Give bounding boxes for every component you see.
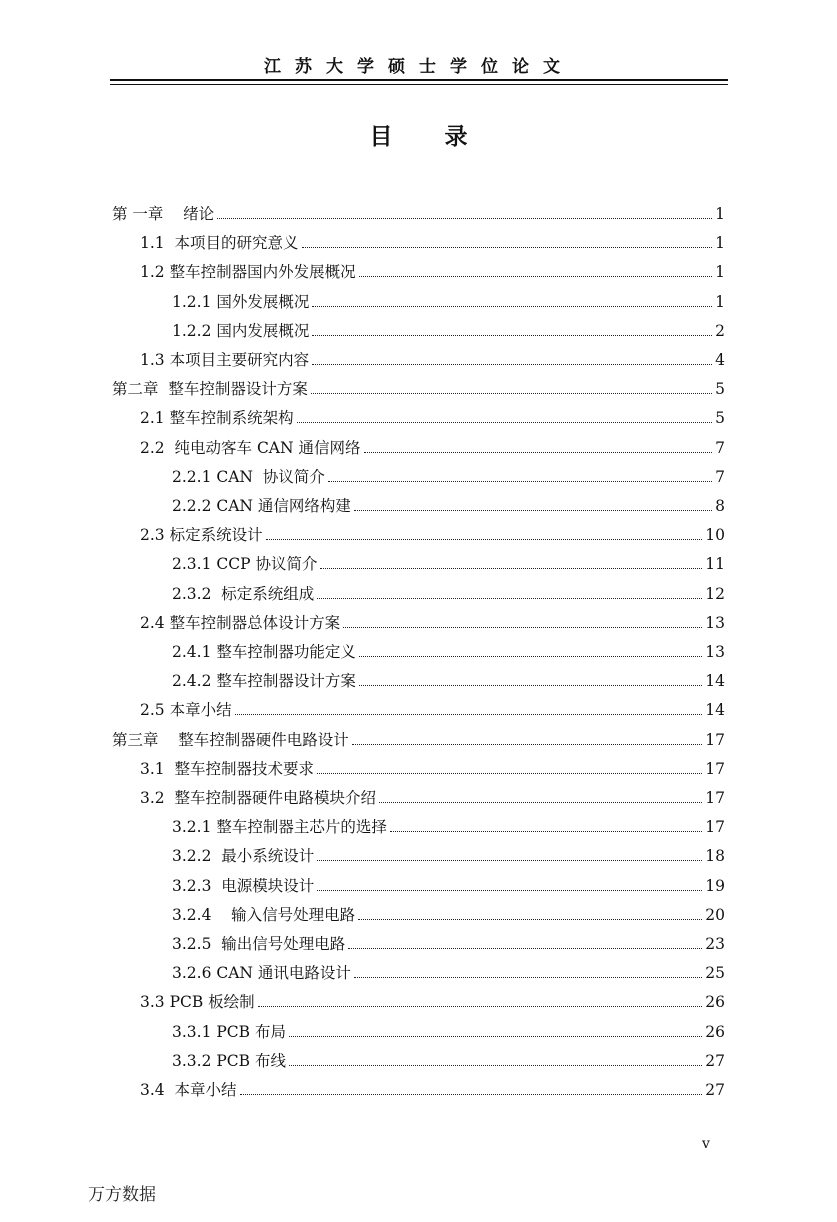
toc-entry-title: 输入信号处理电路 xyxy=(231,905,356,924)
toc-entry[interactable] xyxy=(172,955,725,984)
toc-entry-page: 20 xyxy=(705,905,725,924)
toc-leader-dots xyxy=(312,335,712,336)
toc-leader-dots xyxy=(317,890,702,891)
toc-entry[interactable] xyxy=(172,634,725,663)
toc-entry-title: CAN 协议简介 xyxy=(216,467,325,486)
toc-entry-title: 整车控制器功能定义 xyxy=(216,643,356,661)
toc-leader-dots xyxy=(312,306,712,307)
toc-entry-number: 1.3 xyxy=(140,351,170,369)
toc-entry-title: 整车控制器设计方案 xyxy=(168,380,308,399)
toc-entry-page: 4 xyxy=(715,351,725,369)
toc-leader-dots xyxy=(359,656,702,657)
toc-entry-number: 3.3.2 xyxy=(172,1051,217,1070)
toc-entry[interactable] xyxy=(140,430,725,459)
toc-entry-page: 26 xyxy=(705,993,725,1012)
toc-leader-dots xyxy=(343,627,702,628)
toc-entry[interactable] xyxy=(112,722,725,751)
toc-entry-page: 7 xyxy=(715,438,725,457)
toc-entry-page: 25 xyxy=(705,964,725,983)
toc-entry-page: 17 xyxy=(705,730,725,749)
toc-entry-page: 12 xyxy=(705,584,725,603)
toc-entry-number: 3.2.3 xyxy=(172,876,222,895)
toc-leader-dots xyxy=(328,481,712,482)
toc-entry[interactable] xyxy=(172,488,725,517)
toc-entry-page: 10 xyxy=(705,526,725,545)
toc-entry-title: PCB 布线 xyxy=(216,1051,286,1070)
toc-entry-title: 标定系统设计 xyxy=(169,526,263,545)
toc-entry-number: 3.3 xyxy=(140,993,170,1012)
toc-entry[interactable] xyxy=(140,400,725,429)
toc-entry-number: 2.2 xyxy=(140,438,175,457)
toc-entry[interactable] xyxy=(172,284,725,313)
toc-entry-page: 19 xyxy=(705,876,725,895)
toc-entry-page: 17 xyxy=(705,759,725,778)
toc-entry-number: 2.4.2 xyxy=(172,672,217,691)
toc-entry-title: 本章小结 xyxy=(169,701,232,720)
toc-entry[interactable] xyxy=(172,1043,725,1072)
toc-entry-page: 26 xyxy=(705,1022,725,1041)
toc-entry-page: 7 xyxy=(715,467,725,486)
toc-entry-number: 第 一章 xyxy=(112,205,184,223)
toc-entry-title: 整车控制器硬件电路设计 xyxy=(178,730,349,749)
toc-entry[interactable] xyxy=(112,371,725,400)
toc-entry-number: 3.2 xyxy=(140,789,175,807)
toc-entry-page: 27 xyxy=(705,1081,725,1099)
toc-entry-title: 本项目的研究意义 xyxy=(174,234,299,253)
toc-entry[interactable] xyxy=(140,225,725,254)
toc-entry-title: CAN 通信网络构建 xyxy=(216,497,351,515)
toc-leader-dots xyxy=(302,247,712,248)
toc-entry-title: 电源模块设计 xyxy=(221,876,315,895)
toc-entry-number: 1.2 xyxy=(140,263,170,282)
toc-entry-number: 1.1 xyxy=(140,234,175,253)
toc-entry[interactable] xyxy=(172,926,725,955)
toc-entry-page: 23 xyxy=(705,935,725,953)
toc-entry[interactable] xyxy=(172,868,725,897)
toc-entry-page: 8 xyxy=(715,497,725,515)
toc-leader-dots xyxy=(317,773,702,774)
toc-leader-dots xyxy=(320,568,702,569)
toc-entry-title: 本项目主要研究内容 xyxy=(169,351,310,369)
toc-entry-number: 3.2.5 xyxy=(172,935,222,953)
toc-entry-page: 1 xyxy=(715,292,725,311)
toc-entry-number: 2.4.1 xyxy=(172,643,217,661)
toc-leader-dots xyxy=(359,276,712,277)
toc-entry-title: PCB 布局 xyxy=(216,1022,286,1041)
page-title: 目 录 xyxy=(369,123,490,150)
toc-entry-number: 3.2.6 xyxy=(172,964,217,983)
toc-leader-dots xyxy=(317,598,702,599)
toc-leader-dots xyxy=(354,510,712,511)
toc-entry-number: 3.4 xyxy=(140,1081,175,1099)
toc-entry[interactable] xyxy=(140,605,725,634)
toc-entry-number: 3.2.4 xyxy=(172,905,232,924)
toc-entry[interactable] xyxy=(140,342,725,371)
toc-entry-number: 第二章 xyxy=(112,380,169,399)
toc-entry[interactable] xyxy=(140,984,725,1013)
toc-entry-number: 2.2.1 xyxy=(172,467,217,486)
toc-leader-dots xyxy=(289,1036,702,1037)
toc-leader-dots xyxy=(359,685,702,686)
toc-leader-dots xyxy=(358,919,702,920)
toc-entry-title: CCP 协议简介 xyxy=(216,555,318,574)
toc-entry-number: 1.2.1 xyxy=(172,292,217,311)
toc-entry-page: 14 xyxy=(705,701,725,720)
toc-entry-page: 1 xyxy=(715,205,725,223)
watermark: 万方数据 xyxy=(88,1185,156,1205)
toc-entry-number: 2.5 xyxy=(140,701,170,720)
toc-entry-title: 纯电动客车 CAN 通信网络 xyxy=(174,438,361,457)
toc-leader-dots xyxy=(312,364,712,365)
toc-entry-number: 2.3.2 xyxy=(172,584,222,603)
toc-entry-page: 2 xyxy=(715,321,725,340)
toc-entry-title: 国外发展概况 xyxy=(216,292,310,311)
toc-entry-page: 5 xyxy=(715,380,725,399)
toc-entry-title: 整车控制系统架构 xyxy=(169,409,294,428)
toc-leader-dots xyxy=(235,714,703,715)
toc-entry-number: 2.4 xyxy=(140,613,170,632)
toc-entry-page: 27 xyxy=(705,1051,725,1070)
toc-entry[interactable] xyxy=(140,751,725,780)
toc-entry[interactable] xyxy=(172,576,725,605)
toc-entry[interactable] xyxy=(172,838,725,867)
toc-entry-page: 11 xyxy=(705,555,725,574)
toc-entry[interactable] xyxy=(172,313,725,342)
toc-entry-number: 第三章 xyxy=(112,730,179,749)
toc-entry-title: 整车控制器设计方案 xyxy=(216,672,356,691)
toc-entry-number: 3.3.1 xyxy=(172,1022,217,1041)
toc-entry-page: 1 xyxy=(715,234,725,253)
toc-entry[interactable] xyxy=(140,254,725,283)
toc-entry-title: 本章小结 xyxy=(174,1081,237,1099)
toc-entry[interactable] xyxy=(140,780,725,809)
toc-entry[interactable] xyxy=(112,196,725,225)
toc-entry-number: 3.2.1 xyxy=(172,818,217,837)
toc-leader-dots xyxy=(390,831,702,832)
toc-entry-page: 13 xyxy=(705,613,725,632)
toc-entry-title: 整车控制器硬件电路模块介绍 xyxy=(174,789,377,807)
toc-entry-number: 3.2.2 xyxy=(172,847,222,866)
toc-entry[interactable] xyxy=(172,459,725,488)
toc-leader-dots xyxy=(352,744,703,745)
toc-entry-number: 2.3.1 xyxy=(172,555,217,574)
toc-entry-page: 18 xyxy=(705,847,725,866)
toc-entry-title: 整车控制器总体设计方案 xyxy=(169,613,341,632)
toc-entry-title: 整车控制器主芯片的选择 xyxy=(216,818,387,837)
toc-entry-title: CAN 通讯电路设计 xyxy=(216,964,351,983)
header-rule xyxy=(110,79,728,85)
toc-entry-title: 输出信号处理电路 xyxy=(221,935,346,953)
toc-entry-number: 3.1 xyxy=(140,759,175,778)
toc-entry-page: 14 xyxy=(705,672,725,691)
toc-entry-title: 最小系统设计 xyxy=(221,847,315,866)
toc-leader-dots xyxy=(317,860,702,861)
toc-entry-number: 2.3 xyxy=(140,526,170,545)
toc-entry-page: 17 xyxy=(705,818,725,837)
toc-entry-title: PCB 板绘制 xyxy=(169,993,255,1012)
toc-entry-number: 2.1 xyxy=(140,409,170,428)
toc-entry[interactable] xyxy=(140,692,725,721)
page-number: v xyxy=(702,1136,710,1152)
toc-entry-number: 2.2.2 xyxy=(172,497,217,515)
toc-entry-title: 整车控制器技术要求 xyxy=(174,759,315,778)
toc-entry-title: 国内发展概况 xyxy=(216,321,310,340)
toc-entry[interactable] xyxy=(140,1072,725,1101)
toc-leader-dots xyxy=(289,1065,702,1066)
toc-entry-page: 1 xyxy=(715,263,725,282)
toc-entry[interactable] xyxy=(172,546,725,575)
toc-entry-page: 13 xyxy=(705,643,725,661)
toc-entry-number: 1.2.2 xyxy=(172,321,217,340)
toc-leader-dots xyxy=(297,422,712,423)
toc-entry[interactable] xyxy=(140,517,725,546)
toc-entry-page: 5 xyxy=(715,409,725,428)
toc-leader-dots xyxy=(266,539,703,540)
toc-entry[interactable] xyxy=(172,897,725,926)
running-header: 江苏大学硕士学位论文 xyxy=(264,57,574,77)
toc-entry[interactable] xyxy=(172,809,725,838)
toc-leader-dots xyxy=(311,393,712,394)
toc-leader-dots xyxy=(379,802,702,803)
toc-entry-page: 17 xyxy=(705,789,725,807)
toc-leader-dots xyxy=(258,1006,703,1007)
toc-leader-dots xyxy=(364,452,713,453)
toc-entry[interactable] xyxy=(172,1014,725,1043)
toc-leader-dots xyxy=(348,948,702,949)
toc-leader-dots xyxy=(354,977,702,978)
toc-entry-title: 标定系统组成 xyxy=(221,584,315,603)
toc-entry-title: 绪论 xyxy=(183,205,215,223)
toc-leader-dots xyxy=(240,1094,703,1095)
toc-entry[interactable] xyxy=(172,663,725,692)
toc-leader-dots xyxy=(217,218,712,219)
toc-entry-title: 整车控制器国内外发展概况 xyxy=(169,263,356,282)
